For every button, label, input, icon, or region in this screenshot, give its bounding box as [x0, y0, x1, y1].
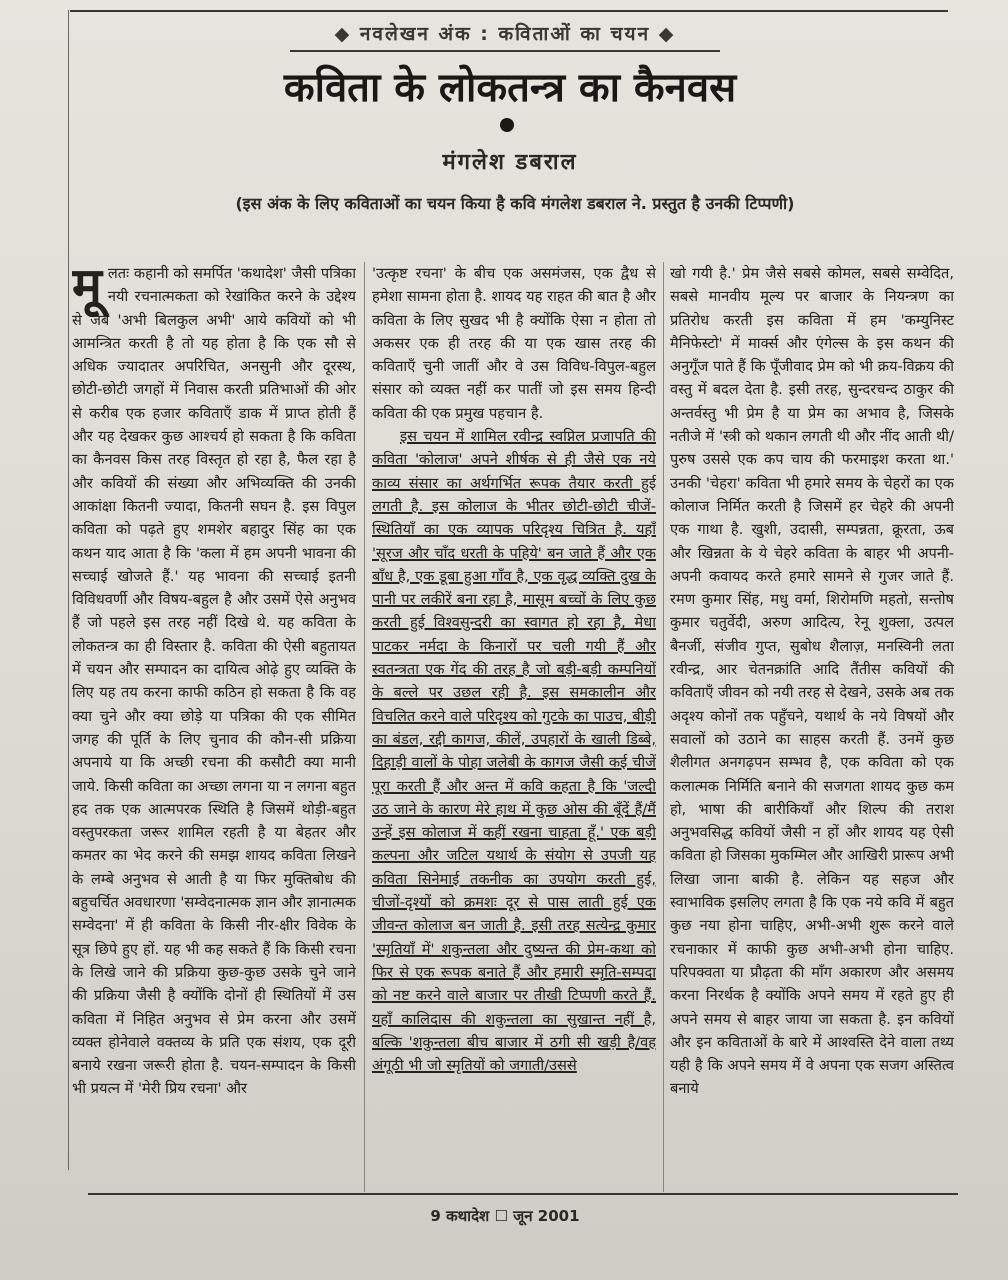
text-column-1: [72, 262, 356, 1194]
header-rule: [290, 50, 720, 52]
page-footer: 9 कथादेश ☐ जून 2001: [430, 1207, 580, 1225]
section-header: ◆ नवलेखन अंक : कविताओं का चयन ◆: [334, 23, 676, 45]
text-column-2: [372, 262, 656, 1194]
bottom-rule: [88, 1193, 958, 1195]
title-bullet: [500, 118, 514, 132]
text-column-3: [670, 262, 954, 1194]
highlighted-paragraph: इस चयन में शामिल रवीन्द्र स्वप्निल प्रजापति की कविता 'कोलाज' अपने शीर्षक से ही जैसे एक नये काव्य संसार का अर्थगर्भित रूपक तैयार करती हुई लगती है. इस कोलाज के भीतर छोटी-छोटी चीजें- स्थितियाँ का एक व्यापक परिदृश्य चित्रित है. यहाँ 'सूरज और चाँद धरती के पहिये' बन जाते हैं और एक बाँध है, एक डूबा हुआ गाँव है, एक वृद्ध व्यक्ति दुख के पानी पर लकीरें बना रहा है, मासूम बच्चों के लिए कुछ करती हुई विश्वसुन्दरी का स्वागत हो रहा है, मेधा पाटकर नर्मदा के किनारों पर चली गयी हैं और स्वतन्त्रता एक गेंद की तरह है जो बड़ी-बड़ी कम्पनियों के बल्ले पर उछल रही है. इस समकालीन और विचलित करने वाले परिदृश्य को गुटके का पाउच, बीड़ी का बंडल, रद्दी कागज, कीलें, उपहारों के खाली डिब्बे, दिहाड़ी वालों के पोहा जलेबी के कागज जैसी कई चीजें पूरा करती हैं और अन्त में कवि कहता है कि 'जल्दी उठ जाने के कारण मेरे हाथ में कुछ ओस की बूँदें हैं/मैं उन्हें इस कोलाज में कहीं रखना चाहता हूँ.' एक बड़ी कल्पना और जटिल यथार्थ के संयोग से उपजी यह कविता सिनेमाई तकनीक का उपयोग करती हुई, चीजों-दृश्यों को क्रमशः दूर से पास लाती हुई एक जीवन्त कोलाज बन जाती है. इसी तरह सत्येन्द्र कुमार 'स्मृतियाँ में' शकुन्तला और दुष्यन्त की प्रेम-कथा को फिर से एक रूपक बनाते हैं और हमारी स्मृति-सम्पदा को नष्ट करने वाले बाजार पर तीखी टिप्पणी करते हैं. यहाँ कालिदास की शकुन्तला का सुखान्त नहीं है, बल्कि 'शकुन्तला बीच बाजार में ठगी सी खड़ी है/वह अंगूठी भी जो स्मृतियों को जगाती/उससे: [372, 428, 656, 1075]
paragraph: खो गयी है.' प्रेम जैसे सबसे कोमल, सबसे सम्वेदित, सबसे मानवीय मूल्य पर बाजार के नियन्त्रण का प्रतिरोध करती इस कविता में हम 'कम्युनिस्ट मैनिफेस्टो' में मार्क्स और एंगेल्स के इस कथन की अनुगूँज पाते हैं कि पूँजीवाद प्रेम को भी क्रय-विक्रय की वस्तु में बदल देता है. इसी तरह, सुन्दरचन्द ठाकुर की अन्तर्वस्तु भी प्रेम है या प्रेम का अभाव है, जिसके नतीजे में 'स्त्री को थकान लगती थी और नींद आती थी/पुरुष उससे एक कप चाय की फरमाइश करता था.' उनकी 'चेहरा' कविता भी हमारे समय के चेहरों का एक कोलाज निर्मित करती है जिसमें हर चेहरे की अपनी एक गाथा है. खुशी, उदासी, सम्पन्नता, क्रूरता, ऊब और खिन्नता के ये चेहरे कविता के बाहर भी अपनी-अपनी कवायद करते हमारे सामने से गुजर जाते हैं. रमण कुमार सिंह, मधु वर्मा, शिरोमणि महतो, सन्तोष कुमार चतुर्वेदी, अरुण आदित्य, रेनू शुक्ला, उत्पल बैनर्जी, संजीव गुप्त, सुबोध शैलाज़, मनस्विनी लता रवीन्द्र, आर चेतनक्रांति आदि तैंतीस कवियों की कविताएँ जीवन को नयी तरह से देखने, उसके अब तक अदृश्य कोनों तक पहुँचने, यथार्थ के नये विषयों और सवालों को उठाने का साहस करती हैं. उनमें कुछ शैलीगत अनगढ़पन सम्भव है, एक कविता को एक कलात्मक निर्मिति बनाने की सजगता शायद कुछ कम हो, भाषा की बारीकियाँ और शिल्प की तराश अनुभवसिद्ध कवियों जैसी न हों और शायद यह ऐसी कविता हो जिसका मुकम्मिल और आखिरी प्रारूप अभी लिखा जाना बाकी है. लेकिन यह सहज और स्वाभाविक इसलिए लगता है कि एक नये कवि में बहुत कुछ नया होना चाहिए, अभी-अभी शुरू करने वाले रचनाकार में काफी कुछ अभी-अभी होना चाहिए. परिपक्वता या प्रौढ़ता की माँग अकारण और असमय करना निरर्थक है क्योंकि अपने समय में रहते हुए ही अपने समय से बाहर जाया जा सकता है. इन कवियों और इन कविताओं के बारे में आश्वस्ति देने वाला तथ्य यही है कि अपने समय में वे अपना एक सजग अस्तित्व बनाये: [670, 265, 954, 1098]
paragraph-text: लतः कहानी को समर्पित 'कथादेश' जैसी पत्रिका नयी रचनात्मकता को रेखांकित करने के उद्देश्य से जब 'अभी बिलकुल अभी' आये कवियों को भी आमन्त्रित करती है तो यह होता है कि एक सौ से अधिक ज्यादातर अपरिचित, अनसुनी और दूरस्थ, छोटी-छोटी जगहों में निवास करती प्रतिभाओं की ओर से करीब एक हजार कविताएँ डाक में प्राप्त होती हैं और यह देखकर कुछ आश्चर्य हो सकता है कि कविता का कैनवस किस तरह विस्तृत हो रहा है, फैल रहा है और कवियों की संख्या और अभिव्यक्ति की उनकी आकांक्षा कितनी ज्यादा, कितनी सघन है. इस विपुल कविता को पढ़ते हुए शमशेर बहादुर सिंह का एक कथन याद आता है कि 'कला में हम अपनी भावना की सच्चाई खोजते हैं.' यह भावना की सच्चाई इतनी विविधवर्णी और विषय-बहुल है और उसमें ऐसे अनुभव हैं जो पहले इस तरह नहीं दिखे थे. यह कविता के लोकतन्त्र का ही विस्तार है. कविता की ऐसी बहुतायत में चयन और सम्पादन का दायित्व ओढ़े हुए व्यक्ति के लिए यह तय करना काफी कठिन हो सकता है कि वह क्या चुने और क्या छोड़े या पत्रिका की एक सीमित जगह की पूर्ति के लिए चुनाव की कौन-सी प्रक्रिया अपनाये या कि अच्छी रचना की कसौटी क्या मानी जाये. किसी कविता का अच्छा लगना या न लगना बहुत हद तक एक आत्मपरक स्थिति है जिसमें थोड़ी-बहुत वस्तुपरकता जरूर शामिल रहती है या बेहतर और कमतर का भेद करने की समझ शायद कविता लिखने के लम्बे अनुभव से आती है या फिर मुक्तिबोध की बहुचर्चित अवधारणा 'सम्वेदनात्मक ज्ञान और ज्ञानात्मक सम्वेदना' में ही कविता के किसी नीर-क्षीर विवेक के सूत्र छिपे हुए हों. यह भी कह सकते हैं कि किसी रचना के लिखे जाने की प्रक्रिया कुछ-कुछ उसके चुने जाने की प्रक्रिया जैसी है क्योंकि दोनों ही स्थितियों में उस कविता में निहित अनुभव से प्रेम करना और उसमें व्यक्त होनेवाले वक्तव्य के प्रति एक संशय, एक दूरी बनाये रखना जरूरी होता है. चयन-सम्पादन के किसी भी प्रयत्न में 'मेरी प्रिय रचना' और: [72, 265, 356, 1098]
paragraph: 'उत्कृष्ट रचना' के बीच एक असमंजस, एक द्वैध से हमेशा सामना होता है. शायद यह राहत की बात है और कविता के लिए सुखद भी है क्योंकि ऐसा न होता तो अकसर एक ही तरह की या एक खास तरह की कविताएँ चुनी जातीं और वे उस विविध-विपुल-बहुल संसार को व्यक्त नहीं कर पातीं जो इस समय हिन्दी कविता की एक प्रमुख पहचान है.: [372, 265, 656, 422]
column-divider: [364, 262, 365, 1192]
drop-cap: मू: [72, 262, 102, 315]
top-rule: [70, 10, 948, 12]
article-intro: (इस अंक के लिए कविताओं का चयन किया है कवि मंगलेश डबराल ने. प्रस्तुत है उनकी टिप्पणी): [235, 194, 795, 213]
paragraph: [72, 262, 356, 1101]
left-margin-rule: [68, 10, 69, 1170]
article-title: कविता के लोकतन्त्र का कैनवस: [283, 64, 737, 111]
column-divider: [663, 262, 664, 1192]
author-name: मंगलेश डबराल: [442, 150, 578, 175]
